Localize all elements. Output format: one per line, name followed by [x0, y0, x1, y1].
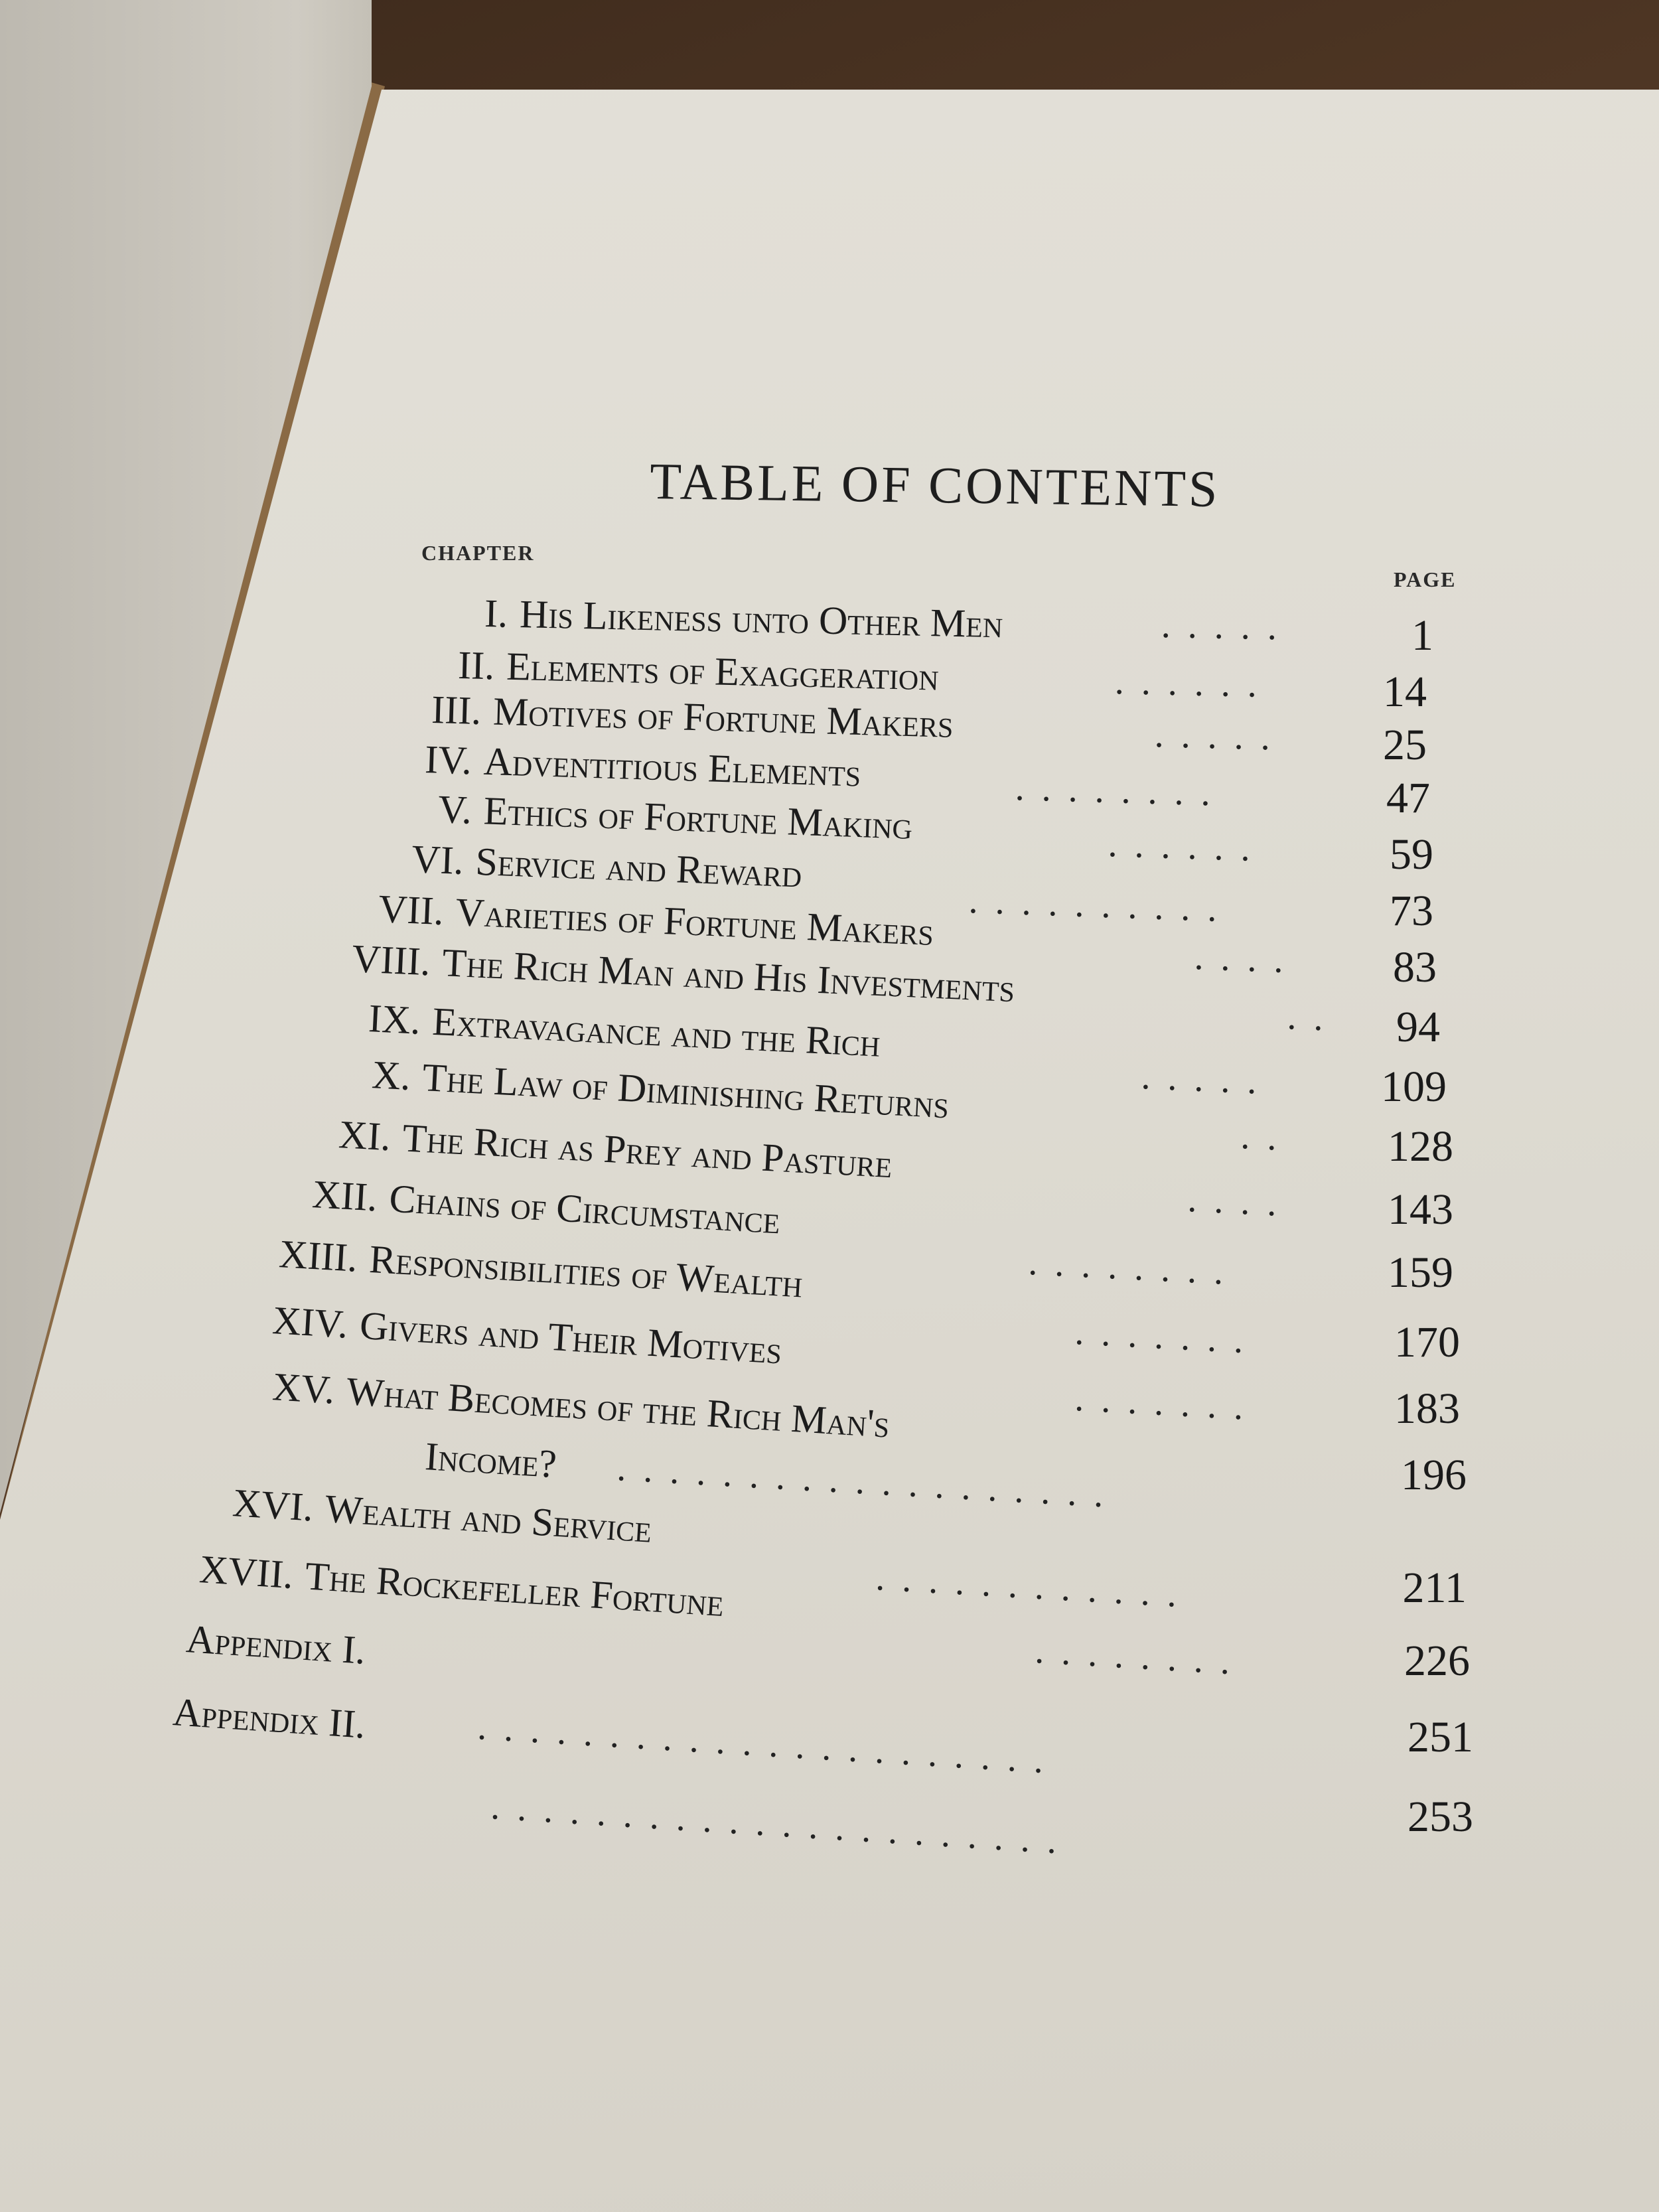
toc-entry	[171, 1689, 367, 1762]
chapter-number: VII.	[378, 887, 445, 934]
chapter-title: Chains of Circumstance	[388, 1176, 782, 1242]
chapter-title: Varieties of Fortune Makers	[455, 889, 935, 954]
chapter-title: Wealth and Service	[323, 1486, 654, 1551]
leader-dots: .....	[1161, 605, 1295, 648]
chapter-title: Ethics of Fortune Making	[482, 788, 914, 848]
leader-dots: .......	[1074, 1378, 1262, 1429]
page-number: 226	[1404, 1637, 1470, 1685]
chapter-title: Givers and Their Motives	[358, 1303, 784, 1372]
chapter-number: II.	[457, 643, 496, 688]
chapter-number: III.	[431, 688, 482, 733]
leader-dots: ........	[1027, 1242, 1242, 1294]
page-number: 94	[1396, 1003, 1440, 1051]
page-number: 25	[1383, 721, 1427, 769]
page-number: 211	[1402, 1564, 1467, 1612]
chapter-title: Service and Reward	[474, 839, 803, 896]
page-number: 1	[1411, 611, 1433, 660]
page-number: 59	[1390, 830, 1433, 879]
chapter-title: Appendix I.	[184, 1617, 367, 1672]
toc-entry	[270, 1364, 891, 1461]
leader-dots: .....	[1140, 1056, 1275, 1103]
page-column-label: PAGE	[1394, 567, 1457, 591]
chapter-number: VI.	[411, 837, 465, 883]
leader-dots: ........	[1034, 1630, 1249, 1684]
chapter-title: The Rich Man and His Investments	[441, 940, 1016, 1011]
page-number: 159	[1388, 1248, 1453, 1297]
leader-dots: .......	[1074, 1311, 1262, 1363]
chapter-number: I.	[484, 591, 508, 636]
chapter-number: IX.	[367, 996, 422, 1043]
leader-dots: ...................	[616, 1447, 1122, 1516]
chapter-number: XVI.	[231, 1481, 315, 1530]
chapter-title: The Rich as Prey and Pasture	[401, 1116, 894, 1187]
chapter-column-label: CHAPTER	[421, 541, 535, 565]
chapter-title: Motives of Fortune Makers	[492, 689, 954, 746]
page-number: 73	[1390, 887, 1433, 935]
chapter-number: XIII.	[277, 1232, 359, 1280]
page-number: 14	[1383, 668, 1427, 716]
leader-dots: .....	[1154, 714, 1288, 759]
page-number: 47	[1386, 774, 1430, 822]
leader-dots: ..........	[968, 880, 1235, 930]
page-number: 251	[1407, 1713, 1473, 1761]
leader-dots: ....	[1193, 936, 1302, 982]
chapter-number: XII.	[311, 1172, 379, 1220]
chapter-title: Elements of Exaggeration	[506, 644, 940, 699]
page-number: 109	[1381, 1063, 1447, 1111]
chapter-number: X.	[370, 1053, 412, 1099]
chapter-number: V.	[437, 787, 473, 832]
leader-dots: ......	[1108, 824, 1268, 870]
leader-dots: ....	[1187, 1179, 1295, 1225]
chapter-title: Extravagance and the Rich	[431, 999, 882, 1065]
page-number: 183	[1394, 1384, 1460, 1433]
chapter-title: The Law of Diminishing Returns	[421, 1055, 950, 1127]
toc-entry	[184, 1616, 367, 1688]
chapter-number: IV.	[424, 737, 472, 783]
chapter-title: Appendix II.	[171, 1690, 367, 1747]
page-number: 253	[1407, 1793, 1473, 1841]
chapter-number: XIV.	[271, 1298, 350, 1347]
page-number: 196	[1401, 1451, 1467, 1499]
chapter-title: Adventitious Elements	[482, 739, 862, 795]
leader-dots: ........	[1015, 767, 1228, 815]
chapter-title: His Likeness unto Other Men	[519, 592, 1003, 646]
page-number: 83	[1393, 943, 1437, 992]
chapter-number: VIII.	[351, 936, 432, 984]
chapter-number: XV.	[271, 1364, 336, 1412]
page-title: TABLE OF CONTENTS	[649, 451, 1220, 518]
chapter-number: XI.	[337, 1112, 392, 1159]
chapter-number: XVII.	[198, 1547, 295, 1597]
page-number: 128	[1388, 1122, 1453, 1171]
leader-dots: ............	[875, 1557, 1195, 1617]
page-number: 143	[1388, 1185, 1453, 1234]
page-number: 170	[1394, 1318, 1460, 1366]
chapter-title: What Becomes of the Rich Man's	[345, 1368, 891, 1446]
leader-dots: ......	[1114, 661, 1275, 706]
leader-dots: ..	[1240, 1116, 1295, 1159]
leader-dots: ......................	[490, 1786, 1076, 1863]
chapter-title: Responsibilities of Wealth	[368, 1236, 804, 1306]
chapter-title: The Rockefeller Fortune	[303, 1554, 725, 1625]
chapter-title-continuation: Income?	[423, 1434, 558, 1487]
leader-dots: ......................	[476, 1706, 1062, 1783]
leader-dots: ..	[1286, 996, 1342, 1040]
